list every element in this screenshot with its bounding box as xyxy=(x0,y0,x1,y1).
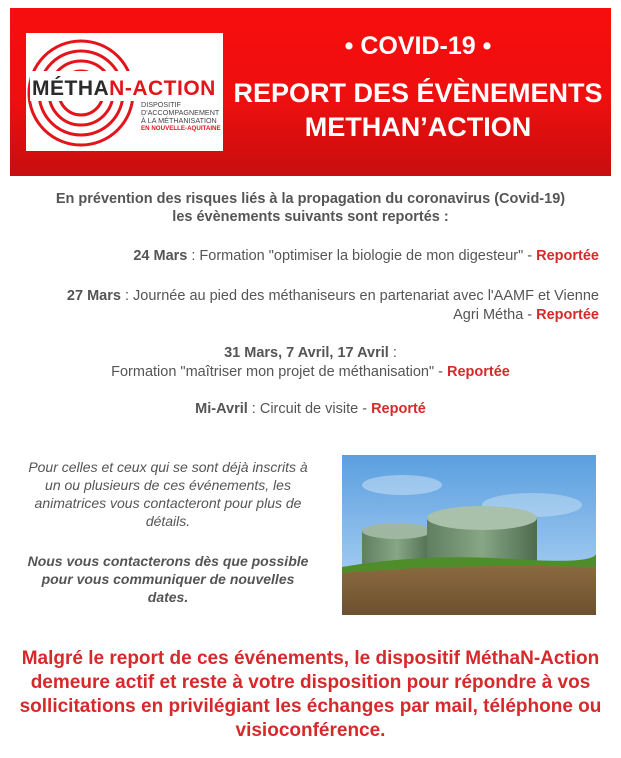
page-title-line2: METHAN’ACTION xyxy=(304,112,532,142)
biogas-plant-illustration xyxy=(342,455,596,615)
header-titles xyxy=(228,30,608,144)
event-date: 31 Mars, 7 Avril, 17 Avril xyxy=(224,345,389,361)
event-item xyxy=(133,247,599,266)
event-item xyxy=(10,400,611,419)
event-date: Mi-Avril xyxy=(195,401,248,417)
event-date: 27 Mars xyxy=(66,288,121,304)
contact-note: Pour celles et ceux qui se sont déjà inscrits à un ou plusieurs de ces événements, les animatrices vous contacteront pour plus de détails. xyxy=(28,459,308,529)
logo-tagline: DISPOSITIF D'ACCOMPAGNEMENT À LA MÉTHANISATION EN NOUVELLE-AQUITAINE xyxy=(141,100,221,132)
event-status: Reporté xyxy=(371,401,426,417)
methan-action-logo xyxy=(26,33,223,151)
page-title-line1: REPORT DES ÉVÈNEMENTS xyxy=(233,78,603,108)
event-description: : Formation "optimiser la biologie de mon digesteur" - xyxy=(187,248,537,264)
logo-wordmark: MÉTHAN-ACTION xyxy=(32,77,216,100)
event-item xyxy=(39,287,599,325)
event-item xyxy=(10,344,611,382)
header-banner xyxy=(10,8,611,176)
event-description: : Circuit de visite - xyxy=(247,401,372,417)
event-description: : Journée au pied des méthaniseurs en partenariat avec l'AAMF et Vienne Agri Métha - xyxy=(120,288,599,323)
event-status: Reportée xyxy=(536,248,599,264)
event-status: Reportée xyxy=(447,364,510,380)
event-date: 24 Mars xyxy=(133,248,188,264)
methanizer-photo xyxy=(342,455,596,615)
event-date-suffix: : xyxy=(388,345,397,361)
footer-message: Malgré le report de ces événements, le dispositif MéthaN-Action demeure actif et reste à votre disposition pour répondre à vos sollicitations en privilégiant les échanges par mail, téléphone ou visioconférence. xyxy=(19,648,602,741)
covid-title: • COVID-19 • xyxy=(344,32,492,60)
event-status: Reportée xyxy=(536,307,599,323)
new-dates-note: Nous vous contacterons dès que possible pour vous communiquer de nouvelles dates. xyxy=(27,553,309,605)
intro-text: En prévention des risques liés à la propagation du coronavirus (Covid-19) les évènements suivants sont reportés : xyxy=(55,191,566,225)
event-description: Formation "maîtriser mon projet de méthanisation" - xyxy=(111,364,447,380)
